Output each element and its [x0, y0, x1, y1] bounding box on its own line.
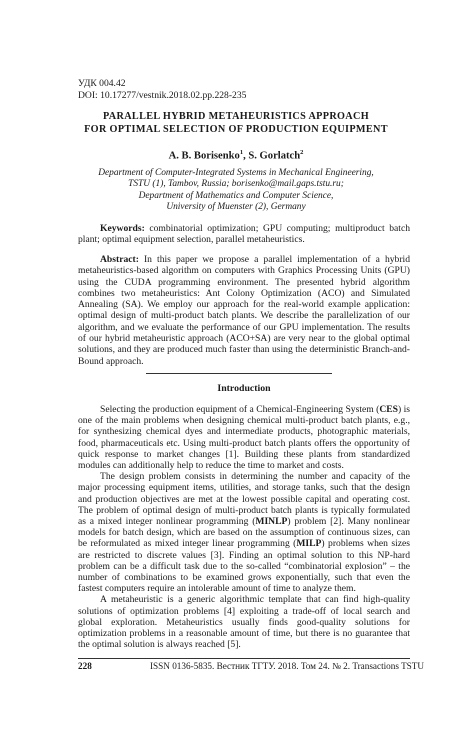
body-paragraph [78, 404, 410, 471]
acronym-minlp: MINLP [255, 516, 288, 528]
keywords-paragraph [78, 223, 410, 246]
title-line-1: PARALLEL HYBRID METAHEURISTICS APPROACH [102, 111, 369, 122]
abstract-label: Abstract: [100, 254, 139, 265]
affiliation-line: University of Muenster (2), Germany [166, 202, 306, 213]
doi: DOI: 10.17277/vestnik.2018.02.pp.228-235 [78, 90, 247, 101]
acronym-ces: CES [379, 404, 398, 415]
udc-code: УДК 004.42 [78, 78, 126, 89]
text-run: The design problem consists in determining the number and capacity of the major processing equipment items, utilities, and storage tanks, such that the design and production objectives are met at the lowest possible capital and operating cost. The problem of optimal design of multi-product batch plants is typically formulated as a mixed integer nonlinear programming ( [78, 471, 410, 528]
keywords-text: combinatorial optimization; GPU computing; multiproduct batch plant; optimal equipment selection, parallel metaheuristics. [78, 223, 410, 246]
author-name: S. Gorlatch [248, 150, 301, 162]
text-run: ) problem [2]. Many nonlinear models for batch design, which are based on the assumption of continuous sizes, can be reformulated as mixed integer linear programming ( [78, 516, 410, 550]
abstract-text: In this paper we propose a parallel implementation of a hybrid metaheuristics-based algorithm on computers with Graphics Processing Units (GPU) using the CUDA programming environment. The presented hybrid algorithm combines two metaheuristics: Ant Colony Optimization (ACO) and Simulated Annealing (SA). We employ our approach for the real-world example application: optimal design of multi-product batch plants. We describe the parallelization of our algorithm, and we evaluate the performance of our GPU implementation. The results of our hybrid metaheuristic approach (ACO+SA) are very near to the global optimal solutions, and they are produced much faster than using the deterministic Branch-and-Bound approach. [78, 254, 410, 367]
article-metadata [78, 78, 246, 102]
author-affiliation-mark: 1 [239, 149, 244, 156]
section-heading-introduction: Introduction [217, 383, 271, 394]
section-divider [146, 373, 332, 374]
affiliation-line: Department of Mathematics and Computer Science, [138, 190, 334, 201]
affiliation-line: TSTU (1), Tambov, Russia; borisenko@mail.gaps.tstu.ru; [128, 179, 344, 190]
text-run: Selecting the production equipment of a Chemical-Engineering System ( [100, 404, 380, 415]
body-paragraph: A metaheuristic is a generic algorithmic template that can find high-quality solutions of optimization problems [4] exploiting a trade-off of local search and global exploration. Metaheuristics usually finds good-quality solutions for optimization problems in a reasonable amount of time, but there is no guarantee that the optimal solution is always reached [5]. [78, 594, 410, 651]
page-footer [78, 660, 425, 672]
journal-citation: ISSN 0136-5835. Вестник ТГТУ. 2018. Том 24. № 2. Transactions TSTU [150, 661, 425, 671]
author-affiliation-mark: 2 [300, 149, 304, 156]
text-run: ) problems when sizes are restricted to discrete values [3]. Finding an optimal solution to this NP-hard problem can be a difficult task due to the so-called “combinatorial explosion” – the number of combinations to be examined grows exponentially, such that even the fastest computers require an intolerable amount of time to analyze them. [78, 538, 410, 595]
text-run: ) is one of the main problems when designing chemical multi-product batch plants, e.g., for synthesizing chemical dyes and intermediate products, photographic materials, food, pharmaceuticals etc. Using multi-product batch plants offers the opportunity of quick response to market changes [1]. Building these plants from standardized modules can additionally help to reduce the time to market and costs. [78, 404, 410, 472]
author-separator: , [243, 150, 249, 162]
title-line-2: FOR OPTIMAL SELECTION OF PRODUCTION EQUIPMENT [84, 124, 388, 135]
body-paragraph [78, 471, 410, 594]
keywords-label: Keywords: [100, 223, 145, 234]
page-number: 228 [78, 661, 92, 671]
introduction-body [78, 404, 410, 650]
affiliation-line: Department of Computer-Integrated Systems in Mechanical Engineering, [98, 168, 374, 178]
author-name: A. B. Borisenko [168, 150, 240, 162]
abstract-paragraph [78, 254, 410, 367]
author-list [60, 146, 412, 163]
affiliations [60, 168, 412, 214]
acronym-milp: MILP [296, 538, 322, 550]
footer-rule [78, 658, 410, 659]
paper-title [60, 110, 412, 136]
